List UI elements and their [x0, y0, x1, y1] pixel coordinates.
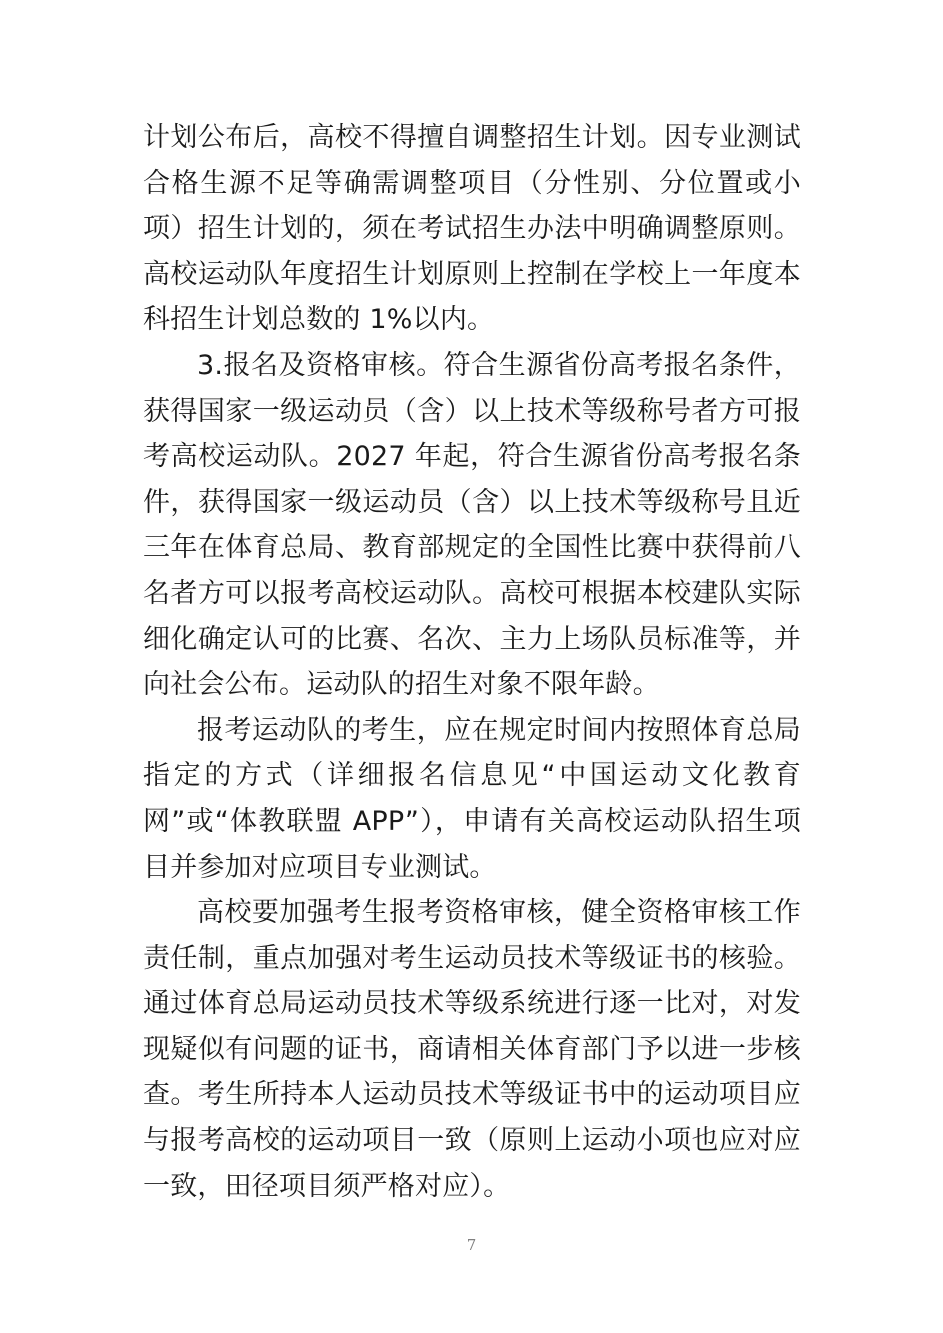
page-number: 7 — [466, 1236, 477, 1254]
paragraph-application-method: 报考运动队的考生，应在规定时间内按照体育总局指定的方式（详细报名信息见“中国运动文化教育网”或“体教联盟 APP”），申请有关高校运动队招生项目并参加对应项目专业测试。 — [143, 714, 801, 883]
document-body — [143, 115, 801, 1209]
paragraph-plan-adjustment: 计划公布后，高校不得擅自调整招生计划。因专业测试合格生源不足等确需调整项目（分性别、分位置或小项）招生计划的，须在考试招生办法中明确调整原则。高校运动队年度招生计划原则上控制在学校上一年度本科招生计划总数的 1%以内。 — [143, 122, 801, 336]
paragraph-qualification-review: 高校要加强考生报考资格审核，健全资格审核工作责任制，重点加强对考生运动员技术等级证书的核验。通过体育总局运动员技术等级系统进行逐一比对，对发现疑似有问题的证书，商请相关体育部门予以进一步核查。考生所持本人运动员技术等级证书中的运动项目应与报考高校的运动项目一致（原则上运动小项也应对应一致，田径项目须严格对应）。 — [143, 897, 801, 1202]
paragraph-registration-qualification: 3.报名及资格审核。符合生源省份高考报名条件，获得国家一级运动员（含）以上技术等级称号者方可报考高校运动队。2027 年起，符合生源省份高考报名条件，获得国家一级运动员（含）以上技术等级称号且近三年在体育总局、教育部规定的全国性比赛中获得前八名者方可以报考高校运动队。高校可根据本校建队实际细化确定认可的比赛、名次、主力上场队员标准等，并向社会公布。运动队的招生对象不限年龄。 — [143, 349, 801, 701]
